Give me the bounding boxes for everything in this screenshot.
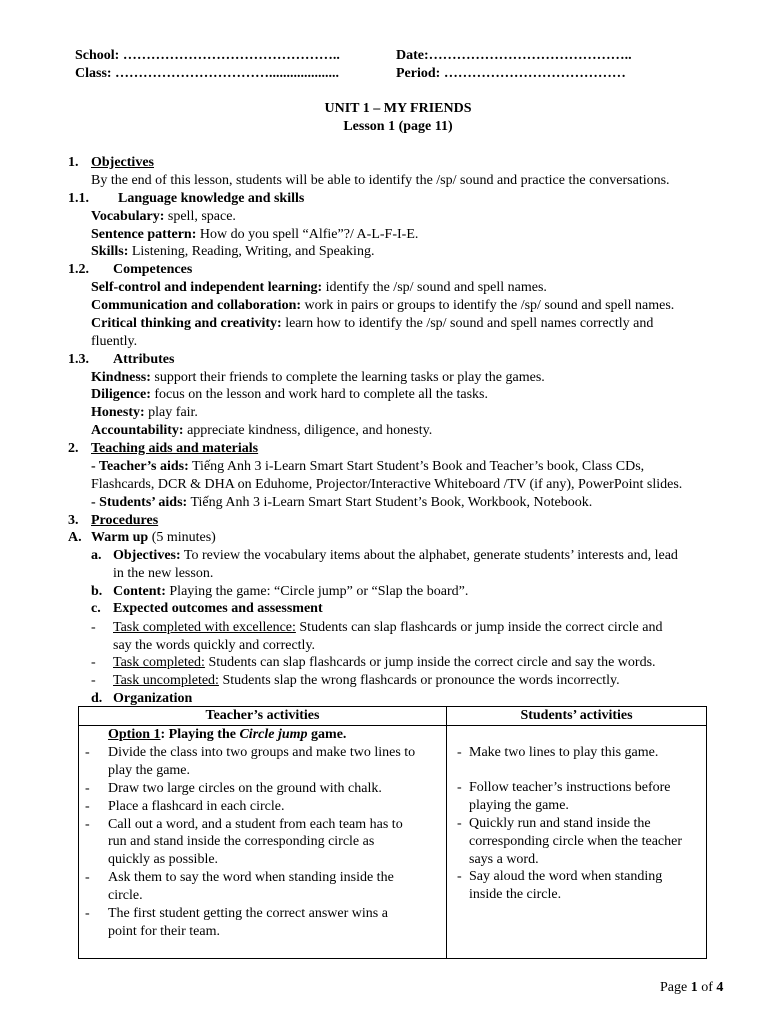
bullet-dash: - bbox=[85, 798, 90, 814]
subsection-1-2-title: Competences bbox=[113, 262, 193, 277]
teacher-activity-list bbox=[79, 744, 446, 941]
bullet-dash: - bbox=[85, 906, 90, 922]
list-item-text: point for their team. bbox=[108, 923, 220, 939]
teacher-aids-line-cont: Flashcards, DCR & DHA on Eduhome, Projector/Interactive Whiteboard /TV (if any), PowerPoint slides. bbox=[91, 477, 683, 492]
subsection-1-3-title: Attributes bbox=[113, 352, 175, 367]
section-3-heading: Procedures bbox=[91, 513, 159, 528]
warmup-objectives: Objectives: To review the vocabulary items about the alphabet, generate students’ interests and, lead bbox=[113, 548, 678, 563]
list-item bbox=[79, 816, 446, 870]
outcome-completed: Task completed: Students can slap flashcards or jump inside the correct circle and say the words. bbox=[113, 655, 656, 670]
list-item bbox=[447, 815, 706, 869]
subsection-1-2-number: 1.2. bbox=[68, 262, 89, 277]
competence-critical-thinking: Critical thinking and creativity: learn how to identify the /sp/ sound and spell names correctly and bbox=[91, 316, 654, 331]
lesson-title: Lesson 1 (page 11) bbox=[343, 119, 453, 134]
unit-title: UNIT 1 – MY FRIENDS bbox=[324, 101, 472, 116]
attribute-kindness: Kindness: support their friends to complete the learning tasks or play the games. bbox=[91, 370, 545, 385]
list-item bbox=[79, 869, 446, 905]
vocabulary-line: Vocabulary: spell, space. bbox=[91, 209, 236, 224]
teacher-aids-line: - Teacher’s aids: Tiếng Anh 3 i-Learn Smart Start Student’s Book and Teacher’s book, Class CDs, bbox=[91, 459, 645, 474]
warmup-objectives-cont: in the new lesson. bbox=[113, 566, 214, 581]
students-activities-cell bbox=[447, 726, 707, 959]
list-item-text: inside the circle. bbox=[469, 887, 562, 903]
subsection-1-1-number: 1.1. bbox=[68, 191, 89, 206]
warmup-title: Warm up (5 minutes) bbox=[91, 530, 216, 545]
objectives-intro: By the end of this lesson, students will be able to identify the /sp/ sound and practice the conversations. bbox=[91, 173, 670, 188]
option-title: Option 1: Playing the Circle jump game. bbox=[108, 727, 347, 742]
item-a-letter: a. bbox=[91, 548, 102, 563]
list-item-text: Divide the class into two groups and make two lines to bbox=[108, 744, 416, 760]
bullet-dash: - bbox=[85, 744, 90, 760]
subsection-1-1-title: Language knowledge and skills bbox=[118, 191, 305, 206]
list-item bbox=[79, 905, 446, 941]
attribute-diligence: Diligence: focus on the lesson and work hard to complete all the tasks. bbox=[91, 387, 488, 402]
list-item-text: The first student getting the correct answer wins a bbox=[108, 906, 388, 922]
competence-self-control: Self-control and independent learning: identify the /sp/ sound and spell names. bbox=[91, 280, 547, 295]
expected-outcomes-heading: Expected outcomes and assessment bbox=[113, 601, 323, 616]
list-item-text: Say aloud the word when standing bbox=[469, 869, 663, 885]
outcome-dash: - bbox=[91, 620, 96, 635]
list-item-text: Call out a word, and a student from each team has to bbox=[108, 816, 403, 832]
outcome-dash: - bbox=[91, 673, 96, 688]
outcome-dash: - bbox=[91, 655, 96, 670]
warmup-content: Content: Playing the game: “Circle jump” or “Slap the board”. bbox=[113, 584, 469, 599]
bullet-dash: - bbox=[85, 780, 90, 796]
subsection-1-3-number: 1.3. bbox=[68, 352, 89, 367]
competence-critical-thinking-cont: fluently. bbox=[91, 334, 138, 349]
bullet-dash: - bbox=[85, 870, 90, 886]
students-activities-header: Students’ activities bbox=[447, 707, 707, 726]
organization-heading: Organization bbox=[113, 691, 193, 706]
list-item-text: says a word. bbox=[469, 851, 539, 867]
item-d-letter: d. bbox=[91, 691, 103, 706]
attribute-accountability: Accountability: appreciate kindness, diligence, and honesty. bbox=[91, 423, 433, 438]
list-item-text: Follow teacher’s instructions before bbox=[469, 779, 671, 795]
bullet-dash: - bbox=[85, 816, 90, 832]
class-field: Class: …………………………….................... bbox=[75, 66, 340, 81]
list-item bbox=[79, 798, 446, 816]
list-item bbox=[447, 744, 706, 762]
item-b-letter: b. bbox=[91, 584, 103, 599]
period-field: Period: ………………………………… bbox=[396, 66, 626, 81]
attribute-honesty: Honesty: play fair. bbox=[91, 405, 198, 420]
student-activity-list bbox=[447, 726, 706, 904]
list-item-text: circle. bbox=[108, 888, 143, 904]
section-2-heading: Teaching aids and materials bbox=[91, 441, 259, 456]
teacher-activities-header: Teacher’s activities bbox=[79, 707, 447, 726]
list-item-text: Place a flashcard in each circle. bbox=[108, 798, 285, 814]
table-row bbox=[79, 726, 707, 959]
students-aids-line: - Students’ aids: Tiếng Anh 3 i-Learn Smart Start Student’s Book, Workbook, Notebook. bbox=[91, 495, 593, 510]
skills-line: Skills: Listening, Reading, Writing, and Speaking. bbox=[91, 244, 375, 259]
item-c-letter: c. bbox=[91, 601, 101, 616]
list-item bbox=[79, 744, 446, 780]
list-item-text: quickly as possible. bbox=[108, 852, 219, 868]
school-field: School: ……………………………………….. bbox=[75, 48, 340, 63]
list-item bbox=[79, 780, 446, 798]
bullet-dash: - bbox=[457, 745, 462, 760]
list-item-text: run and stand inside the corresponding circle as bbox=[108, 834, 375, 850]
list-item-text: corresponding circle when the teacher bbox=[469, 833, 683, 849]
bullet-dash: - bbox=[457, 815, 462, 831]
bullet-dash: - bbox=[457, 869, 462, 885]
outcome-uncompleted: Task uncompleted: Students slap the wrong flashcards or pronounce the words incorrectly. bbox=[113, 673, 620, 688]
section-2-number: 2. bbox=[68, 441, 79, 456]
section-3-number: 3. bbox=[68, 513, 79, 528]
section-1-number: 1. bbox=[68, 155, 79, 170]
table-header-row bbox=[79, 707, 707, 726]
competence-communication: Communication and collaboration: work in pairs or groups to identify the /sp/ sound and spell names. bbox=[91, 298, 675, 313]
activities-table bbox=[78, 706, 707, 959]
list-item bbox=[447, 868, 706, 904]
date-field: Date:…………………………………….. bbox=[396, 48, 632, 63]
page-number: Page 1 of 4 bbox=[660, 980, 724, 995]
bullet-dash: - bbox=[457, 779, 462, 795]
list-item-text: play the game. bbox=[108, 762, 191, 778]
list-item-text: Make two lines to play this game. bbox=[469, 745, 659, 760]
section-1-heading: Objectives bbox=[91, 155, 154, 170]
list-item-text: Ask them to say the word when standing inside the bbox=[108, 870, 394, 886]
outcome-excellence-cont: say the words quickly and correctly. bbox=[113, 638, 316, 653]
list-item-text: Draw two large circles on the ground with chalk. bbox=[108, 780, 382, 796]
outcome-excellence: Task completed with excellence: Students can slap flashcards or jump inside the correct circle and bbox=[113, 620, 663, 635]
sentence-pattern-line: Sentence pattern: How do you spell “Alfie”?/ A-L-F-I-E. bbox=[91, 227, 419, 242]
teacher-activities-cell bbox=[79, 726, 447, 959]
list-item-text: playing the game. bbox=[469, 797, 569, 813]
list-item bbox=[447, 779, 706, 815]
list-item-text: Quickly run and stand inside the bbox=[469, 815, 651, 831]
warmup-letter: A. bbox=[68, 530, 82, 545]
